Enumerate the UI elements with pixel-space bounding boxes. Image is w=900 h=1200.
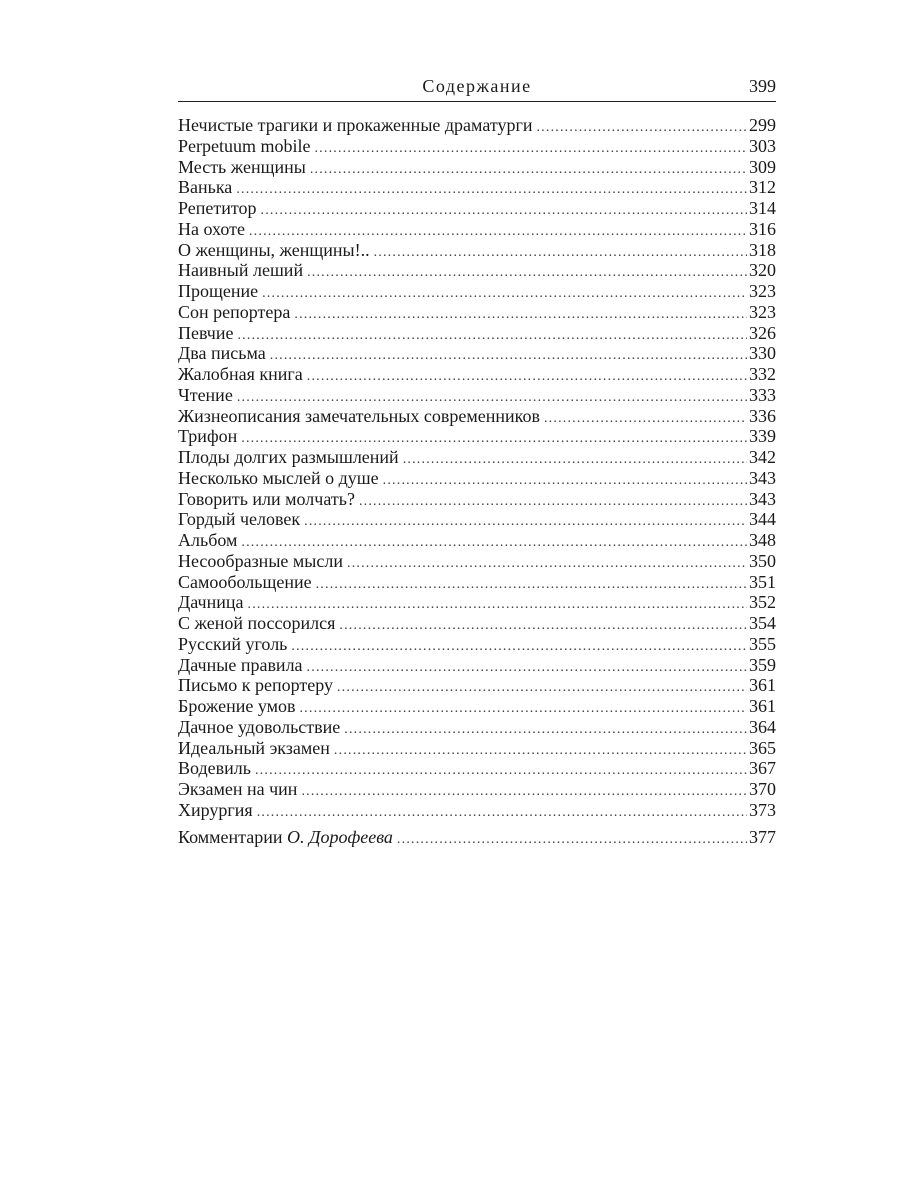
toc-entry: [178, 177, 776, 198]
toc-entry: [178, 302, 776, 323]
toc-entry-page: 342: [749, 447, 776, 467]
toc-entry-page: 330: [749, 343, 776, 364]
toc-entry-page: 320: [749, 260, 776, 281]
toc-entry: [178, 592, 776, 613]
toc-entry-page: 323: [749, 301, 776, 322]
dot-leader: [249, 222, 747, 240]
toc-entry-title: Певчие: [178, 322, 234, 343]
dot-leader: [359, 492, 747, 510]
toc-entry: [178, 219, 776, 240]
dot-leader: [347, 554, 747, 572]
toc-entry: [178, 323, 776, 344]
toc-entry-page: 323: [749, 281, 776, 301]
toc-entry-page: 299: [749, 115, 776, 135]
dot-leader: [403, 450, 747, 468]
dot-leader: [262, 284, 747, 302]
toc-entry-title: Плоды долгих размышлений: [178, 447, 399, 467]
toc-entry: [178, 779, 776, 800]
toc-entry-title: Два письма: [178, 343, 266, 364]
running-title: Содержание: [422, 76, 532, 96]
toc-entry: [178, 343, 776, 364]
toc-entry-page: 352: [749, 592, 776, 613]
dot-leader: [383, 471, 747, 489]
toc-entry-title: Самообольщение: [178, 571, 312, 592]
toc-entry: [178, 136, 776, 157]
toc-entry-page: 370: [749, 779, 776, 799]
dot-leader: [237, 388, 747, 406]
toc-entry: [178, 468, 776, 489]
toc-entry: [178, 758, 776, 779]
toc-entry-title: Сон репортера: [178, 301, 291, 322]
toc-entry-title: О женщины, женщины!..: [178, 239, 370, 260]
toc-entry: [178, 447, 776, 468]
toc-entry-page: 348: [749, 530, 776, 550]
toc-entry: [178, 198, 776, 219]
toc-entry-page: 339: [749, 426, 776, 447]
toc-entry-title: Дачные правила: [178, 654, 303, 675]
dot-leader: [299, 699, 747, 717]
table-of-contents: [178, 115, 776, 821]
dot-leader: [291, 637, 747, 655]
toc-entry-page: 314: [749, 198, 776, 218]
commentary-label: Комментарии: [178, 826, 283, 847]
toc-entry-page: 354: [749, 613, 776, 633]
toc-entry-page: 365: [749, 737, 776, 758]
toc-entry-page: 359: [749, 654, 776, 675]
toc-entry-title: Месть женщины: [178, 156, 306, 177]
toc-entry-title: Водевиль: [178, 758, 251, 779]
toc-entry: [178, 426, 776, 447]
toc-entry-title: Альбом: [178, 530, 238, 550]
toc-entry-page: 336: [749, 405, 776, 426]
toc-entry-page: 333: [749, 384, 776, 405]
toc-entry-page: 343: [749, 488, 776, 509]
toc-entry: [178, 406, 776, 427]
toc-entry: [178, 655, 776, 676]
toc-entry: [178, 281, 776, 302]
toc-entry-title: Экзамен на чин: [178, 779, 298, 799]
running-head: [178, 74, 776, 102]
toc-entry-title: Письмо к репортеру: [178, 675, 333, 696]
dot-leader: [241, 429, 747, 447]
toc-entry-page: 361: [749, 696, 776, 716]
toc-entry: [178, 717, 776, 738]
dot-leader: [536, 118, 747, 136]
toc-entry-page: 361: [749, 675, 776, 696]
toc-entry-title: [178, 827, 393, 848]
book-page: [178, 74, 776, 847]
toc-entry-title: Трифон: [178, 426, 238, 447]
toc-entry-title: На охоте: [178, 218, 245, 239]
toc-entry: [178, 551, 776, 572]
toc-entry: [178, 800, 776, 821]
toc-entry-title: Дачное удовольствие: [178, 716, 341, 737]
commentary-author: О. Дорофеева: [287, 826, 393, 847]
toc-entry-title: Брожение умов: [178, 696, 296, 716]
toc-entry-page: 312: [749, 177, 776, 198]
toc-entry-title: Perpetuum mobile: [178, 135, 311, 156]
toc-entry-page: 344: [749, 509, 776, 530]
toc-entry-title: Идеальный экзамен: [178, 737, 330, 758]
dot-leader: [237, 326, 747, 344]
toc-entry-title: Несколько мыслей о душе: [178, 467, 379, 488]
page-number: 399: [749, 76, 776, 96]
dot-leader: [314, 139, 747, 157]
toc-entry-page: 316: [749, 218, 776, 239]
toc-entry: [178, 509, 776, 530]
toc-entry-page: 303: [749, 135, 776, 156]
toc-entry: [178, 489, 776, 510]
toc-entry-page: 377: [749, 826, 776, 847]
toc-entry: [178, 115, 776, 136]
toc-entry-title: Несообразные мысли: [178, 550, 343, 571]
toc-entry-title: Репетитор: [178, 198, 257, 218]
dot-leader: [544, 409, 747, 427]
toc-entry: [178, 157, 776, 178]
toc-entry-title: Дачница: [178, 592, 244, 613]
toc-entry-title: Русский уголь: [178, 633, 288, 654]
dot-leader: [257, 803, 747, 821]
toc-entry-title: С женой поссорился: [178, 613, 336, 633]
toc-entry-title: Чтение: [178, 384, 233, 405]
toc-entry: [178, 613, 776, 634]
toc-entry-title: Жизнеописания замечательных современников: [178, 405, 540, 426]
toc-entry-title: Гордый человек: [178, 509, 301, 530]
dot-leader: [307, 658, 747, 676]
dot-leader: [255, 761, 747, 779]
toc-entry-title: Хирургия: [178, 799, 253, 820]
dot-leader: [337, 678, 747, 696]
dot-leader: [270, 346, 747, 364]
dot-leader: [294, 305, 747, 323]
toc-entry: [178, 634, 776, 655]
toc-entry-title: Говорить или молчать?: [178, 488, 355, 509]
dot-leader: [248, 595, 748, 613]
toc-entry: [178, 696, 776, 717]
toc-entry-page: 350: [749, 550, 776, 571]
toc-entry-page: 355: [749, 633, 776, 654]
dot-leader: [397, 830, 747, 848]
dot-leader: [374, 243, 747, 261]
toc-entry-page: 326: [749, 322, 776, 343]
dot-leader: [334, 741, 747, 759]
toc-entry-page: 343: [749, 467, 776, 488]
toc-entry-page: 364: [749, 716, 776, 737]
toc-entry-page: 373: [749, 799, 776, 820]
dot-leader: [307, 367, 747, 385]
toc-entry: [178, 572, 776, 593]
dot-leader: [241, 533, 747, 551]
toc-entry-title: Наивный леший: [178, 260, 304, 281]
toc-entry-page: 351: [749, 571, 776, 592]
toc-entry: [178, 385, 776, 406]
toc-entry-commentary: [178, 827, 776, 848]
toc-entry-page: 318: [749, 239, 776, 260]
toc-entry: [178, 675, 776, 696]
toc-entry-title: Ванька: [178, 177, 233, 198]
toc-entry: [178, 364, 776, 385]
toc-entry-page: 332: [749, 364, 776, 384]
toc-entry-page: 309: [749, 156, 776, 177]
toc-entry: [178, 260, 776, 281]
dot-leader: [339, 616, 747, 634]
dot-leader: [310, 160, 747, 178]
toc-entry-title: Нечистые трагики и прокаженные драматурги: [178, 115, 533, 135]
dot-leader: [261, 201, 747, 219]
dot-leader: [304, 512, 747, 530]
dot-leader: [307, 263, 747, 281]
dot-leader: [301, 782, 747, 800]
toc-entry-title: Прощение: [178, 281, 259, 301]
toc-entry-page: 367: [749, 758, 776, 779]
dot-leader: [236, 180, 747, 198]
toc-entry: [178, 530, 776, 551]
toc-entry-title: Жалобная книга: [178, 364, 303, 384]
toc-entry: [178, 240, 776, 261]
dot-leader: [316, 575, 747, 593]
dot-leader: [344, 720, 747, 738]
toc-entry: [178, 738, 776, 759]
